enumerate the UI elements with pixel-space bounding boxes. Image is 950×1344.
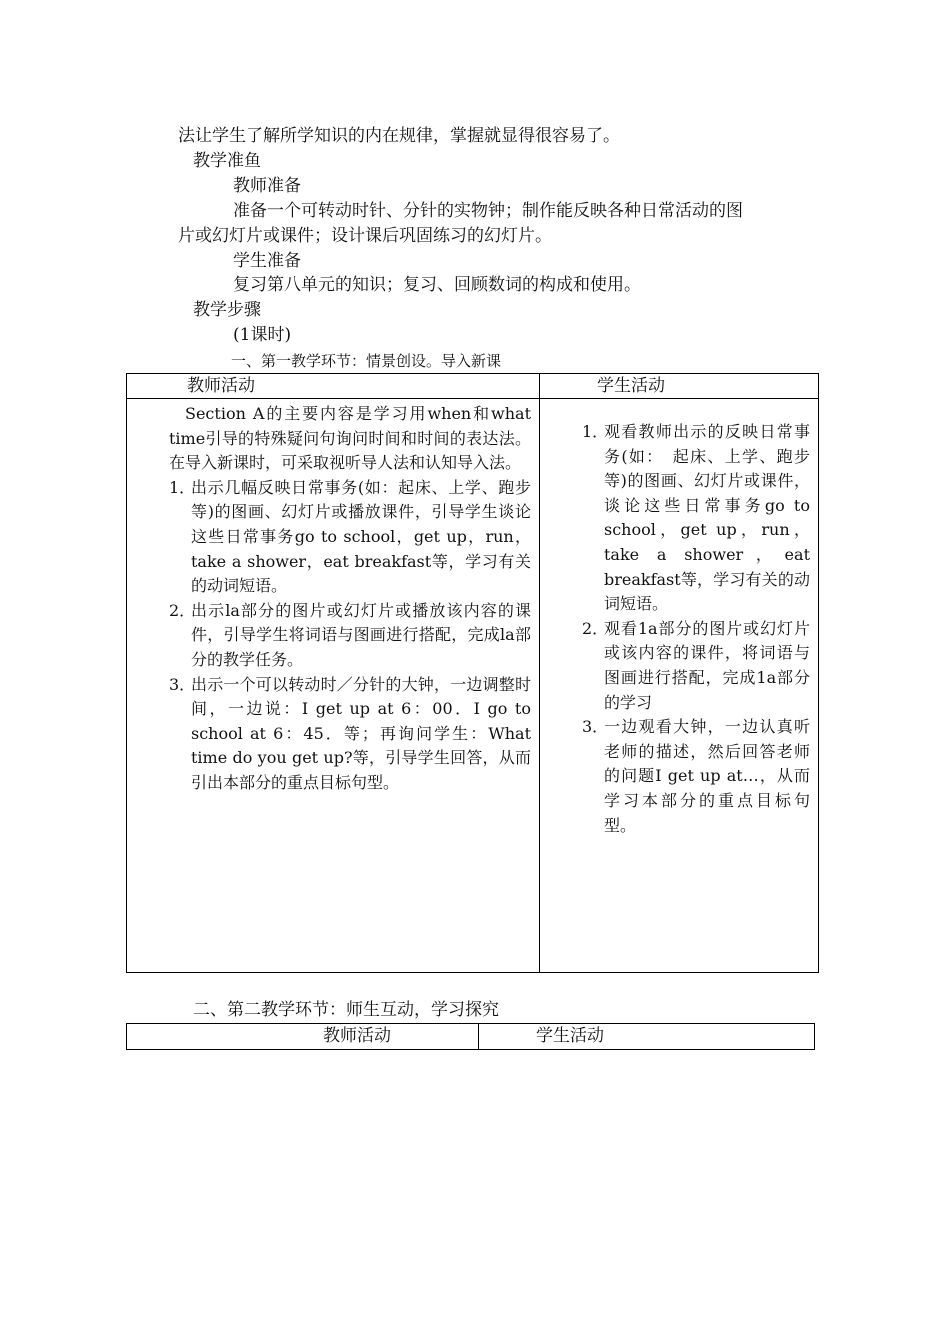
teacher-item-number: 3． [169, 674, 196, 694]
student-item-number: 3． [582, 717, 609, 737]
teacher-item-text: 出示la部分的图片或幻灯片或播放该内容的课件，引导学生将词语与图画进行搭配，完成la部分的教学任务。 [191, 600, 531, 669]
teacher-item-text: 出示一个可以转动时／分针的大钟，一边调整时间，一边说：I get up at 6：00．I go to school at 6：45．等；再询问学生：What time do you get up?等，引导学生回答，从而引出本部分的重点目标句型。 [191, 674, 531, 792]
stage1-activity-table [126, 373, 819, 973]
student-activity-cell [540, 399, 819, 973]
student-item-text: 观看1a部分的图片或幻灯片或该内容的课件，将词语与图画进行搭配，完成1a部分的学习 [604, 618, 810, 712]
intro-continuation: 法让学生了解所学知识的内在规律，掌握就显得很容易了。 [178, 126, 620, 146]
teacher-activity-header: 教师活动 [127, 374, 540, 399]
teacher-prep-heading: 教师准备 [233, 176, 301, 196]
student-item-text: 一边观看大钟，一边认真听老师的描述，然后回答老师的问题I get up at…，从而学习本部分的重点目标句型。 [604, 717, 810, 835]
student-item-number: 2． [582, 618, 609, 638]
stage2-activity-table [126, 1023, 815, 1050]
student-prep-heading: 学生准备 [233, 251, 301, 271]
student-item-3 [582, 715, 810, 838]
teacher-activity-cell [127, 399, 540, 973]
stage2-student-header: 学生活动 [479, 1024, 815, 1050]
student-item-2 [582, 617, 810, 715]
teacher-item-number: 1． [169, 477, 196, 497]
teacher-item-1 [169, 476, 531, 599]
lesson-count: (1课时) [233, 325, 292, 345]
student-item-text: 观看教师出示的反映日常事务(如： 起床、上学、跑步等)的图画、幻灯片或课件，谈论这些日常事务go to school，get up，run，take a shower，eat breakfast等，学习有关的动词短语。 [604, 422, 810, 614]
student-prep-text: 复习第八单元的知识；复习、回顾数词的构成和使用。 [233, 275, 641, 295]
teacher-intro-text: Section A的主要内容是学习用when和what time引导的特殊疑问句询问时间和时间的表达法。在导入新课时，可采取视听导人法和认知导入法。 [169, 404, 531, 473]
stage2-teacher-header: 教师活动 [127, 1024, 479, 1050]
teacher-item-3 [169, 673, 531, 796]
teacher-prep-line1: 准备一个可转动时针、分针的实物钟；制作能反映各种日常活动的图 [233, 201, 743, 221]
stage2-title: 二、第二教学环节：师生互动，学习探究 [193, 1000, 499, 1020]
student-item-1 [582, 420, 810, 617]
steps-heading: 教学步骤 [193, 300, 261, 320]
teacher-item-text: 出示几幅反映日常事务(如：起床、上学、跑步等)的图画、幻灯片或播放课件，引导学生谈论这些日常事务go to school，get up，run，take a shower，eat breakfast等，学习有关的动词短语。 [191, 477, 531, 596]
stage1-title: 一、第一教学环节：情景创设。导入新课 [231, 352, 502, 370]
teacher-item-number: 2． [169, 600, 196, 620]
student-item-number: 1． [582, 422, 609, 441]
prep-heading: 教学准鱼 [193, 151, 261, 171]
student-activity-header: 学生活动 [540, 374, 819, 399]
teacher-prep-line2: 片或幻灯片或课件；设计课后巩固练习的幻灯片。 [178, 226, 552, 246]
teacher-item-2 [169, 599, 531, 673]
